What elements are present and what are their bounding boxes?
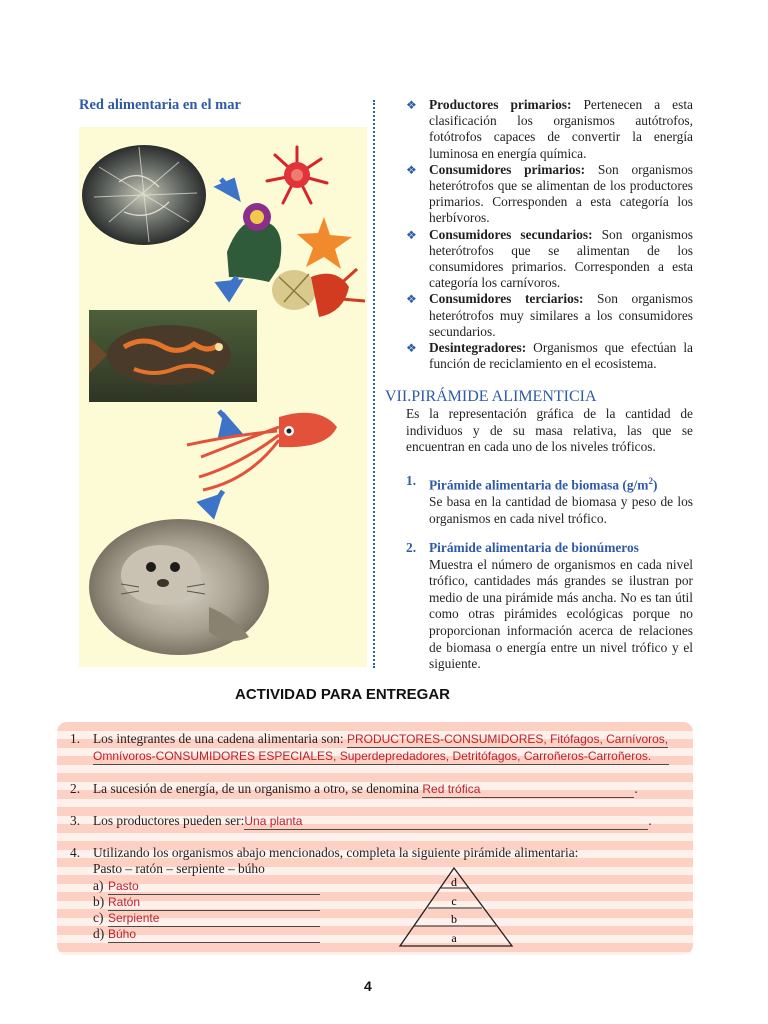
bionumbers-pyramid-item [406, 540, 693, 673]
question-4: 4. Utilizando los organismos abajo mencionados, completa la siguiente pirámide alimentaria: [70, 845, 579, 860]
answer-4c[interactable]: Serpiente [108, 910, 320, 927]
bullet-productores: ❖ Productores primarios: Pertenecen a esta clasificación los organismos autótrofos, fotótrofos capaces de convertir la energía luminosa en energía química. [406, 97, 693, 161]
bullet-consumidores-primarios: ❖ Consumidores primarios: Son organismos heterótrofos que se alimentan de los productores primarios. Corresponden a esta categoría los herbívoros. [406, 161, 693, 226]
arrow-2 [219, 277, 239, 298]
marine-food-web-illustration [79, 127, 367, 667]
column-divider [373, 100, 375, 668]
question-1-continued [93, 748, 669, 765]
answer-4d[interactable]: Búho [108, 926, 320, 943]
sea-anemone [227, 203, 281, 282]
answer-row-b: b) Ratón [93, 894, 320, 911]
seal-image [89, 519, 269, 655]
diamond-bullet-icon: ❖ [406, 162, 417, 177]
item-number: 2. [406, 540, 417, 555]
food-pyramid-diagram [396, 866, 516, 950]
answer-4b[interactable]: Ratón [108, 894, 320, 911]
pyramid-level-d: d [451, 875, 457, 889]
diamond-bullet-icon: ❖ [406, 341, 417, 356]
bullet-desintegradores: ❖ Desintegradores: Organismos que efectúan la función de reciclamiento en el ecosistema. [406, 340, 693, 372]
section-title: VII.PIRÁMIDE ALIMENTICIA [385, 388, 597, 405]
answer-1-line-2[interactable]: Omnívoros-CONSUMIDORES ESPECIALES, Superdepredadores, Detritófagos, Carroñeros-Carroñeros. [93, 748, 669, 765]
arrow-3 [219, 411, 239, 435]
answer-row-d: d) Búho [93, 926, 320, 943]
squid [187, 413, 337, 490]
pyramid-level-c: c [451, 894, 457, 908]
answer-3[interactable]: Una planta [244, 813, 648, 830]
bionumbers-pyramid-body: Muestra el número de organismos en cada nivel trófico, cantidades más grandes se ilustran por medio de una pirámide más ancha. No es tan útil como otras pirámides ecológicas porque no proporcionan información acerca de relaciones de biomasa o energía entre un nivel trófico y el siguiente. [429, 556, 693, 672]
biomass-pyramid-title: Pirámide alimentaria de biomasa $(g/m^2)$ [429, 476, 658, 493]
activity-title: ACTIVIDAD PARA ENTREGAR [235, 686, 451, 703]
question-3: 3. Los productores pueden ser:Una planta . [70, 813, 652, 828]
arrow-4 [201, 491, 223, 515]
answer-row-a: a) Pasto [93, 878, 320, 895]
food-web-drawing [79, 127, 367, 667]
hermit-crab [272, 269, 365, 317]
plankton-image [82, 145, 206, 245]
question-2: 2. La sucesión de energía, de un organismo a otro, se denomina Red trófica . [70, 781, 638, 796]
answer-1-line-1[interactable]: PRODUCTORES-CONSUMIDORES, Fitófagos, Carnívoros, [346, 732, 669, 746]
food-chain-text: Pasto – ratón – serpiente – búho [93, 861, 265, 876]
pyramid-level-a: a [451, 931, 457, 945]
trophic-levels-list [406, 97, 693, 372]
question-1: 1. Los integrantes de una cadena alimentaria son: PRODUCTORES-CONSUMIDORES, Fitófagos, Carnívoros, [70, 731, 669, 746]
section-intro: Es la representación gráfica de la cantidad de individuos y de su masa relativa, las que se encuentran en cada uno de los niveles tróficos. [406, 406, 693, 455]
food-web-title: Red alimentaria en el mar [79, 97, 241, 113]
pyramid-level-b: b [451, 912, 457, 926]
answer-row-c: c) Serpiente [93, 910, 320, 927]
answer-2[interactable]: Red trófica [422, 781, 634, 798]
red-star-animal [267, 147, 327, 203]
starfish [297, 217, 352, 269]
arrow-1 [219, 179, 237, 197]
bionumbers-pyramid-title: Pirámide alimentaria de bionúmeros [429, 540, 639, 555]
biomass-pyramid-body: Se basa en la cantidad de biomasa y peso de los organismos en cada nivel trófico. [429, 494, 693, 526]
item-number: 1. [406, 473, 417, 488]
bullet-consumidores-secundarios: ❖ Consumidores secundarios: Son organismos heterótrofos que se alimentan de los consumidores primarios. Corresponden a esta categoría los carnívoros. [406, 226, 693, 291]
diamond-bullet-icon: ❖ [406, 227, 417, 242]
bullet-consumidores-terciarios: ❖ Consumidores terciarios: Son organismos heterótrofos muy similares a los consumidores secundarios. [406, 291, 693, 339]
diamond-bullet-icon: ❖ [406, 98, 417, 112]
diamond-bullet-icon: ❖ [406, 292, 417, 307]
fish-image [89, 310, 257, 402]
biomass-pyramid-item [406, 473, 693, 527]
answer-4a[interactable]: Pasto [108, 878, 320, 895]
page-number: 4 [364, 978, 372, 994]
